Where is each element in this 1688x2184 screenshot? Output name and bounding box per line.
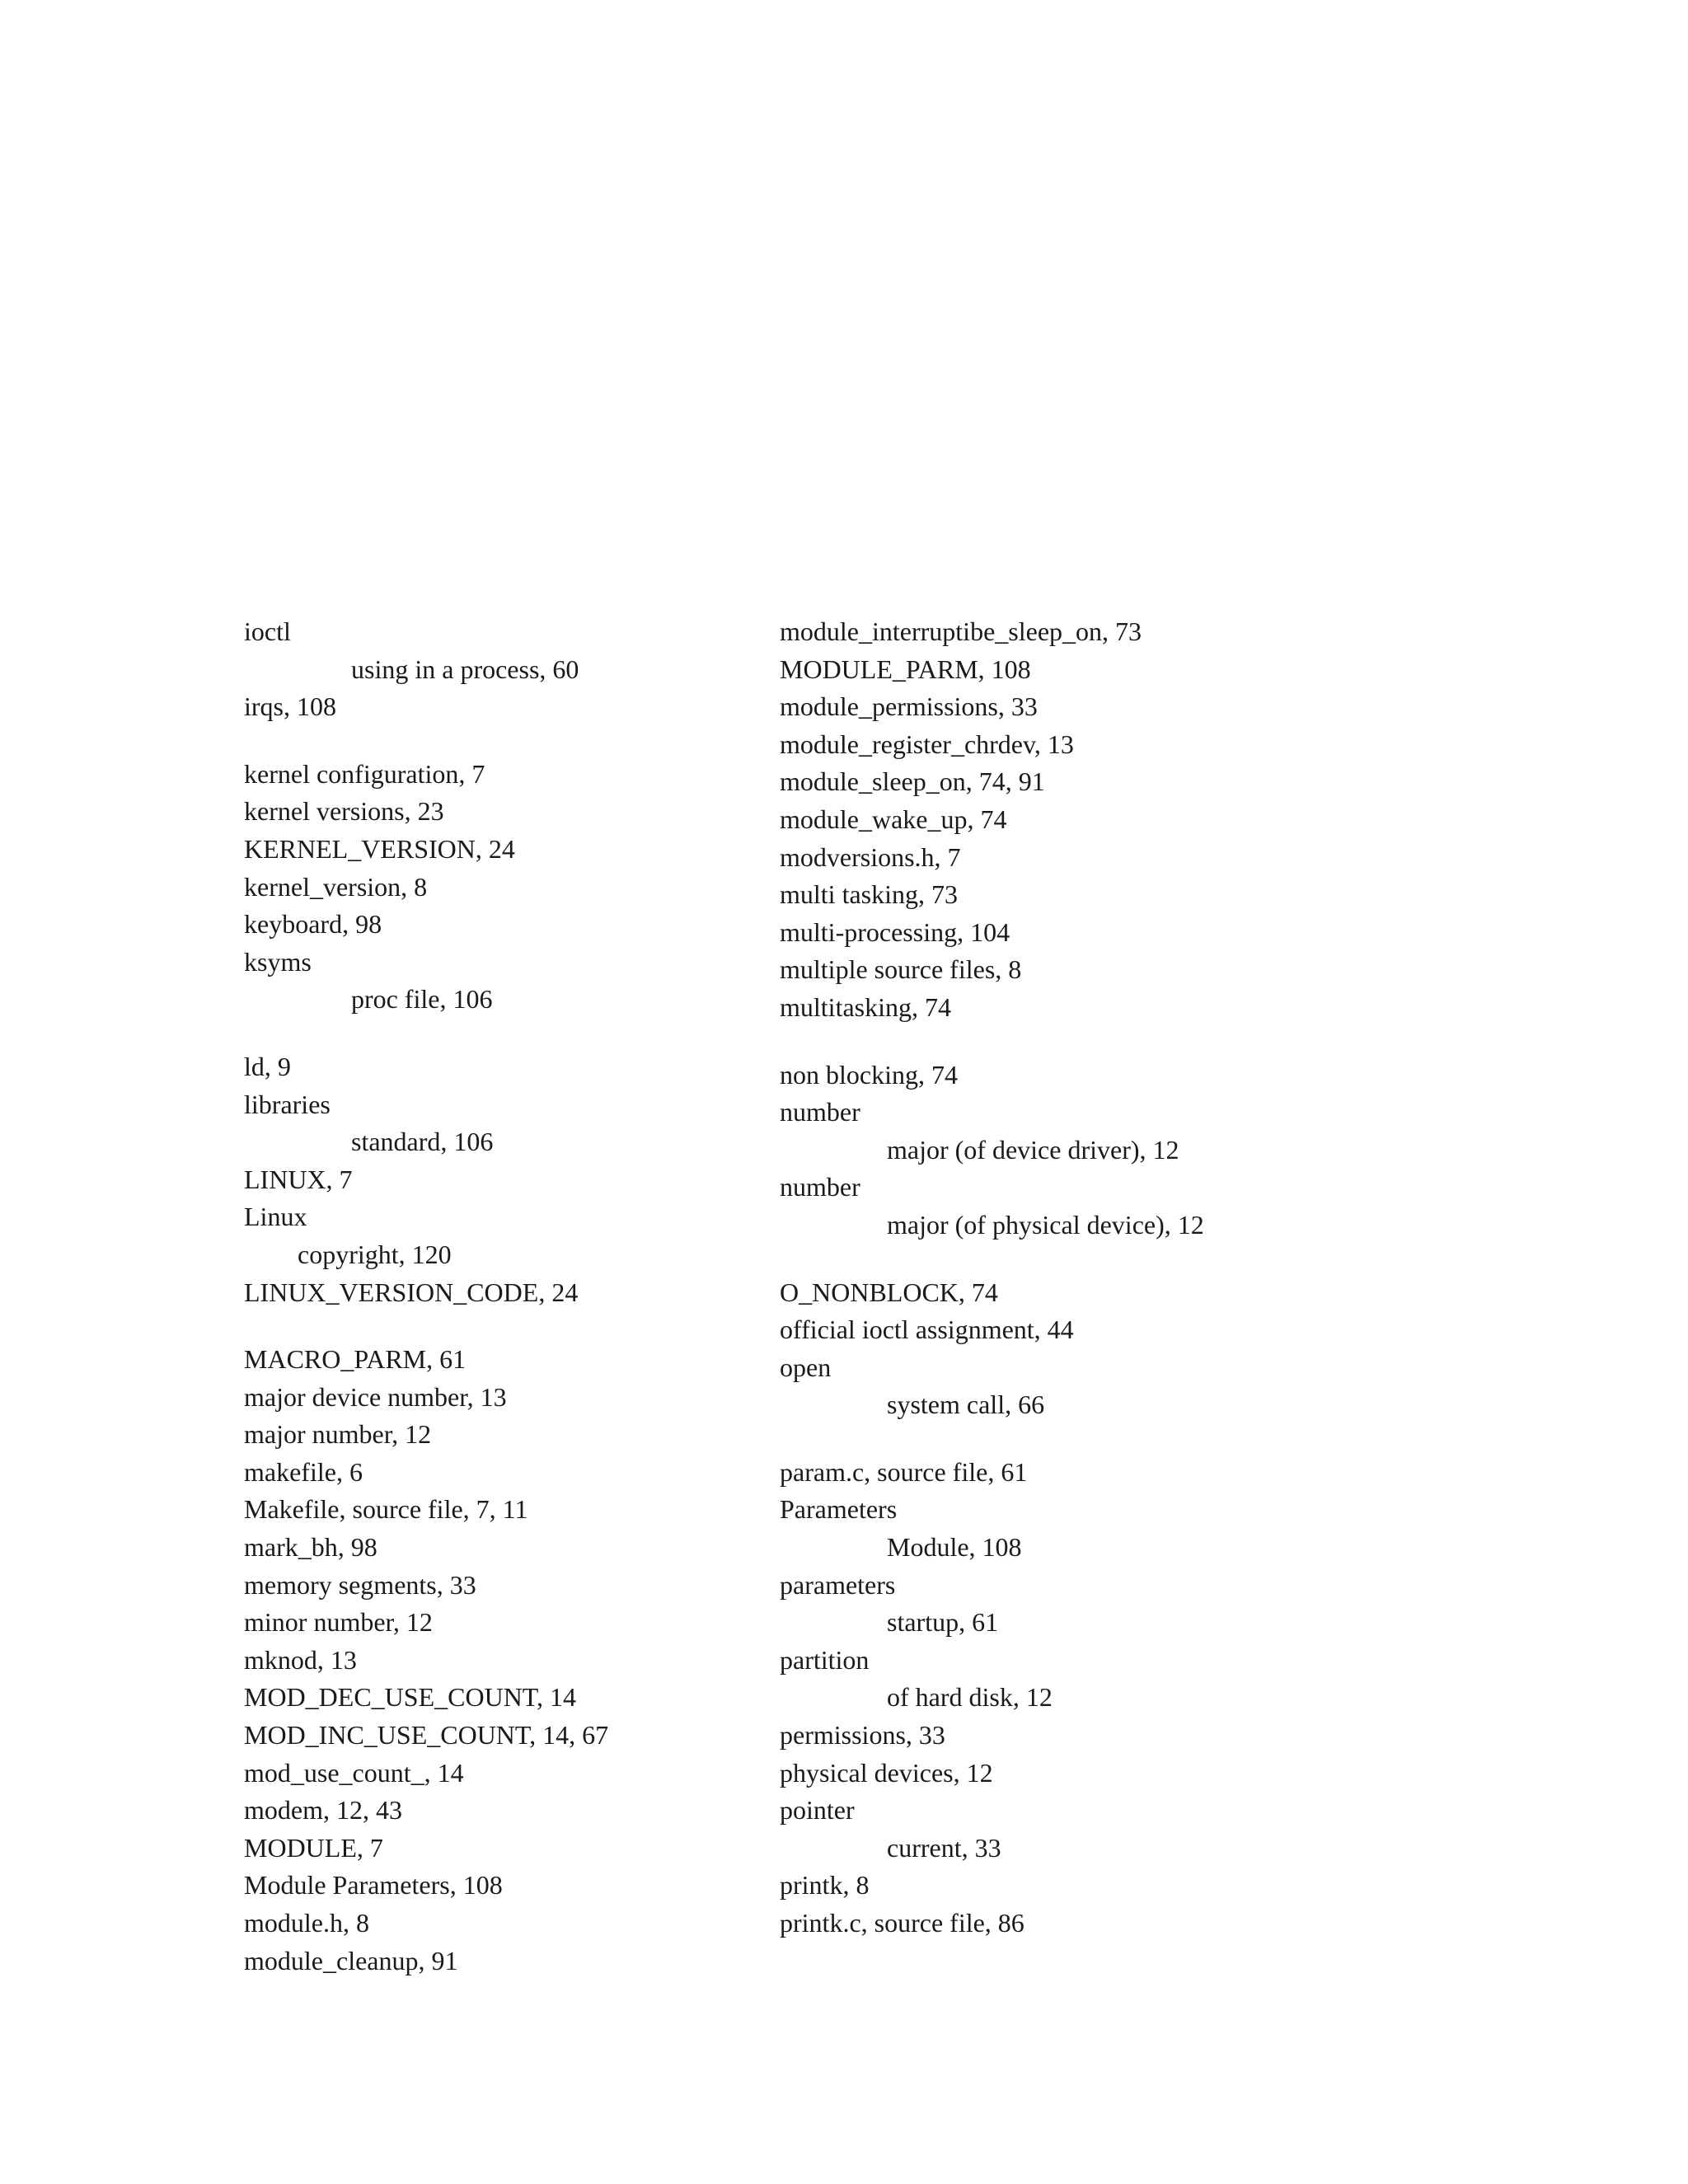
index-entry: irqs, 108: [244, 691, 336, 722]
index-subentry: major (of physical device), 12: [887, 1209, 1204, 1240]
index-letter-group: [780, 613, 1406, 1027]
index-entry: MACRO_PARM, 61: [244, 1344, 467, 1375]
index-subentry: of hard disk, 12: [887, 1682, 1053, 1713]
index-entry: minor number, 12: [244, 1607, 433, 1638]
index-entry: KERNEL_VERSION, 24: [244, 833, 515, 864]
index-entry: official ioctl assignment, 44: [780, 1315, 1074, 1345]
index-subentry: standard, 106: [351, 1127, 494, 1157]
index-entry: module.h, 8: [244, 1908, 369, 1938]
index-column-right: [780, 613, 1406, 1943]
index-entry: mod_use_count_, 14: [244, 1757, 464, 1788]
index-entry: parameters: [780, 1569, 896, 1600]
index-letter-group: [780, 1274, 1406, 1424]
index-subentry: startup, 61: [887, 1607, 999, 1638]
index-subentry: system call, 66: [887, 1390, 1045, 1420]
index-entry: permissions, 33: [780, 1720, 945, 1750]
index-letter-group: [244, 1048, 755, 1311]
index-entry: MOD_INC_USE_COUNT, 14, 67: [244, 1720, 609, 1750]
index-entry: ld, 9: [244, 1051, 291, 1081]
index-letter-group: [780, 1454, 1406, 1943]
index-entry: kernel configuration, 7: [244, 758, 485, 789]
index-entry: pointer: [780, 1795, 855, 1825]
index-entry: MODULE, 7: [244, 1832, 383, 1863]
index-entry: module_permissions, 33: [780, 691, 1038, 722]
index-entry: ioctl: [244, 616, 291, 646]
index-entry: printk.c, source file, 86: [780, 1908, 1025, 1938]
index-entry: multi tasking, 73: [780, 879, 958, 910]
index-entry: MODULE_PARM, 108: [780, 654, 1031, 684]
index-letter-group: [780, 1057, 1406, 1244]
index-entry: module_register_chrdev, 13: [780, 729, 1074, 759]
index-entry: multi-processing, 104: [780, 916, 1010, 947]
index-letter-group: [244, 756, 755, 1019]
index-subentry: proc file, 106: [351, 984, 493, 1015]
index-entry: O_NONBLOCK, 74: [780, 1277, 998, 1307]
index-entry: kernel_version, 8: [244, 871, 428, 902]
index-entry: param.c, source file, 61: [780, 1456, 1028, 1487]
index-entry: multitasking, 74: [780, 991, 951, 1022]
index-entry: number: [780, 1172, 860, 1202]
index-letter-group: [244, 1341, 755, 1980]
index-entry: open: [780, 1352, 832, 1382]
index-entry: module_cleanup, 91: [244, 1945, 458, 1975]
index-entry: Parameters: [780, 1494, 898, 1525]
index-entry: ksyms: [244, 946, 312, 977]
index-entry: mknod, 13: [244, 1644, 357, 1675]
index-entry: Module Parameters, 108: [244, 1870, 503, 1900]
index-entry: module_interruptibe_sleep_on, 73: [780, 616, 1142, 646]
index-entry: non blocking, 74: [780, 1059, 958, 1090]
index-entry: Linux: [244, 1202, 307, 1232]
index-subentry: using in a process, 60: [351, 654, 579, 684]
index-entry: mark_bh, 98: [244, 1532, 377, 1563]
index-subentry: current, 33: [887, 1832, 1001, 1863]
index-entry: modem, 12, 43: [244, 1795, 402, 1825]
index-subentry: major (of device driver), 12: [887, 1134, 1179, 1165]
index-entry: printk, 8: [780, 1870, 870, 1900]
index-entry: makefile, 6: [244, 1456, 363, 1487]
index-entry: major device number, 13: [244, 1381, 507, 1412]
index-entry: keyboard, 98: [244, 909, 382, 940]
index-entry: LINUX, 7: [244, 1164, 353, 1194]
index-entry: modversions.h, 7: [780, 841, 961, 872]
index-entry: physical devices, 12: [780, 1757, 993, 1788]
index-entry: multiple source files, 8: [780, 954, 1022, 985]
index-subentry: copyright, 120: [298, 1239, 452, 1269]
index-entry: MOD_DEC_USE_COUNT, 14: [244, 1682, 576, 1713]
index-entry: LINUX_VERSION_CODE, 24: [244, 1277, 579, 1307]
index-entry: libraries: [244, 1089, 331, 1119]
index-entry: module_wake_up, 74: [780, 804, 1007, 834]
index-entry: major number, 12: [244, 1419, 432, 1450]
index-entry: Makefile, source file, 7, 11: [244, 1494, 528, 1525]
index-entry: partition: [780, 1644, 870, 1675]
index-column-left: [244, 613, 755, 1980]
index-subentry: Module, 108: [887, 1532, 1022, 1563]
index-entry: number: [780, 1097, 860, 1127]
index-entry: module_sleep_on, 74, 91: [780, 766, 1045, 797]
index-entry: kernel versions, 23: [244, 796, 444, 827]
index-letter-group: [244, 613, 755, 726]
index-entry: memory segments, 33: [244, 1569, 476, 1600]
